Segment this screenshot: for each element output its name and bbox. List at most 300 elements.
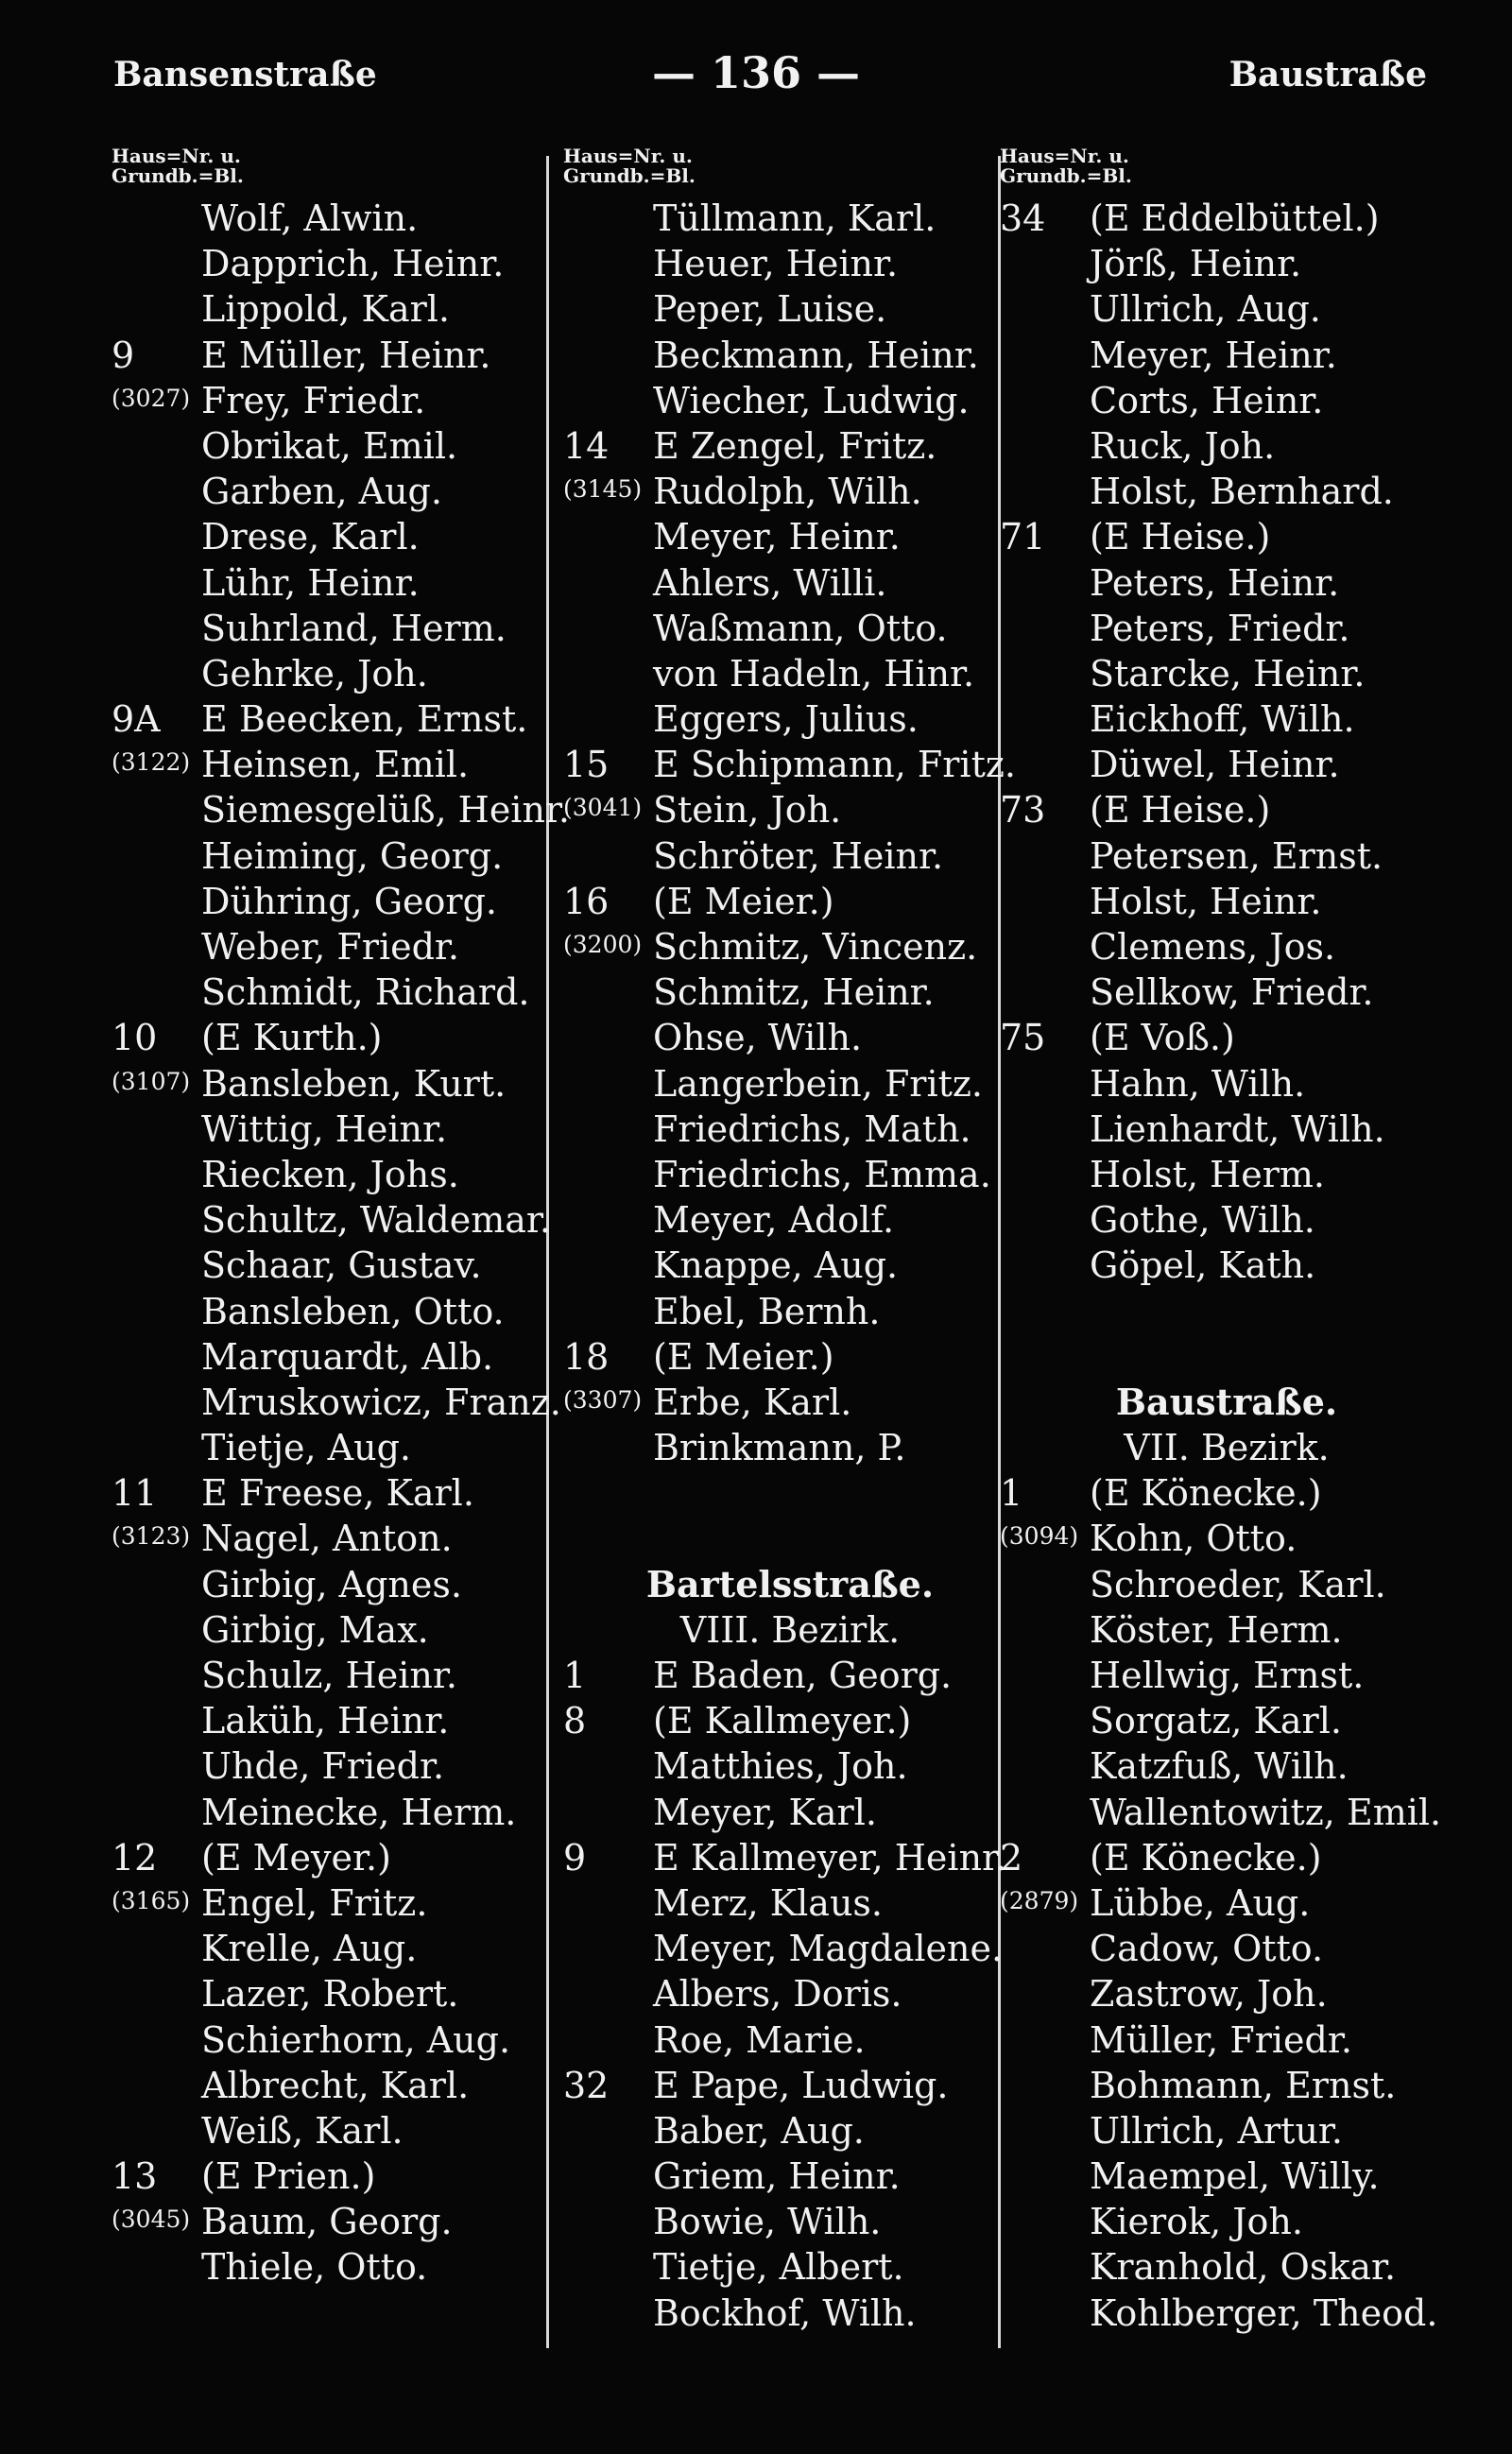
resident-name: Meyer, Magdalene. bbox=[653, 1928, 1004, 1970]
directory-entry bbox=[112, 2017, 565, 2063]
resident-name: Kranhold, Oskar. bbox=[1090, 2246, 1397, 2289]
directory-entry bbox=[1000, 2244, 1453, 2290]
resident-name: Brinkmann, P. bbox=[653, 1427, 906, 1469]
resident-name: Bansleben, Kurt. bbox=[201, 1062, 507, 1105]
resident-name: Schröter, Heinr. bbox=[653, 834, 944, 877]
directory-entry bbox=[1000, 924, 1453, 970]
directory-entry bbox=[112, 423, 565, 469]
directory-entry bbox=[1000, 2154, 1453, 2199]
house-number: 12 bbox=[112, 1836, 158, 1879]
district-heading: VII. Bezirk. bbox=[1124, 1427, 1330, 1469]
directory-entry bbox=[112, 1243, 565, 1288]
resident-name: (E Voß.) bbox=[1090, 1017, 1235, 1059]
column-1 bbox=[112, 145, 571, 2291]
directory-entry bbox=[112, 1152, 565, 1197]
resident-name: Clemens, Jos. bbox=[1090, 926, 1336, 968]
directory-entry bbox=[1000, 286, 1453, 332]
resident-name: Gehrke, Joh. bbox=[201, 652, 428, 695]
resident-name: (E Meier.) bbox=[653, 1335, 834, 1378]
directory-entry bbox=[112, 196, 565, 241]
resident-name: Eggers, Julius. bbox=[653, 698, 919, 741]
resident-name: Ullrich, Artur. bbox=[1090, 2109, 1343, 2152]
column-1-rows bbox=[112, 196, 571, 2291]
resident-name: Cadow, Otto. bbox=[1090, 1928, 1324, 1970]
column-heading-line2: Grundb.=Bl. bbox=[112, 164, 244, 187]
directory-entry bbox=[1000, 423, 1453, 469]
directory-entry bbox=[563, 1015, 1017, 1060]
directory-entry bbox=[563, 423, 1017, 469]
directory-entry bbox=[1000, 742, 1453, 787]
resident-name: Lazer, Robert. bbox=[201, 1973, 459, 2016]
spacer bbox=[1000, 1289, 1453, 1334]
resident-name: Engel, Fritz. bbox=[201, 1881, 428, 1924]
directory-entry bbox=[1000, 1743, 1453, 1789]
column-2 bbox=[563, 146, 1017, 2336]
column-heading bbox=[112, 146, 565, 196]
land-register-number: (3122) bbox=[112, 748, 191, 777]
directory-entry bbox=[563, 1243, 1017, 1288]
directory-entry bbox=[1000, 833, 1453, 879]
directory-entry bbox=[563, 1152, 1017, 1197]
directory-entry bbox=[112, 2108, 565, 2154]
directory-entry bbox=[112, 1289, 565, 1334]
spacer bbox=[563, 1516, 1017, 1561]
directory-entry bbox=[112, 469, 565, 514]
resident-name: Sellkow, Friedr. bbox=[1090, 971, 1374, 1014]
directory-entry bbox=[563, 1743, 1017, 1789]
resident-name: Roe, Marie. bbox=[653, 2018, 866, 2061]
resident-name: Ohse, Wilh. bbox=[653, 1017, 863, 1059]
directory-entry bbox=[563, 1698, 1017, 1743]
directory-entry bbox=[563, 1835, 1017, 1880]
directory-entry bbox=[563, 196, 1017, 241]
directory-entry bbox=[1000, 1015, 1453, 1060]
resident-name: E Beecken, Ernst. bbox=[201, 698, 528, 741]
resident-name: Uhde, Friedr. bbox=[201, 1745, 445, 1788]
directory-entry bbox=[112, 514, 565, 559]
resident-name: Wittig, Heinr. bbox=[201, 1107, 448, 1150]
directory-entry bbox=[1000, 651, 1453, 696]
resident-name: Albrecht, Karl. bbox=[201, 2064, 470, 2106]
resident-name: Lienhardt, Wilh. bbox=[1090, 1107, 1385, 1150]
resident-name: Heinsen, Emil. bbox=[201, 744, 470, 786]
resident-name: E Freese, Karl. bbox=[201, 1472, 474, 1515]
directory-entry bbox=[563, 2199, 1017, 2244]
directory-entry bbox=[563, 606, 1017, 651]
resident-name: Griem, Heinr. bbox=[653, 2155, 901, 2198]
directory-entry bbox=[112, 606, 565, 651]
resident-name: Peper, Luise. bbox=[653, 288, 887, 331]
directory-entry bbox=[563, 1197, 1017, 1243]
directory-entry bbox=[563, 1425, 1017, 1470]
resident-name: (E Kurth.) bbox=[201, 1017, 383, 1059]
directory-entry bbox=[1000, 1880, 1453, 1926]
directory-entry bbox=[563, 879, 1017, 924]
directory-entry bbox=[563, 1107, 1017, 1152]
resident-name: Hellwig, Ernst. bbox=[1090, 1655, 1365, 1696]
house-number: 18 bbox=[563, 1335, 610, 1378]
directory-entry bbox=[563, 333, 1017, 378]
resident-name: Sorgatz, Karl. bbox=[1090, 1700, 1342, 1742]
directory-entry bbox=[563, 2017, 1017, 2063]
directory-entry bbox=[112, 696, 565, 742]
house-number: 9A bbox=[112, 698, 161, 741]
directory-entry bbox=[563, 469, 1017, 514]
land-register-number: (3307) bbox=[563, 1385, 643, 1414]
directory-entry bbox=[1000, 514, 1453, 559]
resident-name: Garben, Aug. bbox=[201, 471, 442, 513]
land-register-number: (3165) bbox=[112, 1886, 191, 1914]
directory-entry bbox=[563, 970, 1017, 1015]
land-register-number: (3107) bbox=[112, 1067, 191, 1095]
house-number: 71 bbox=[1000, 516, 1046, 558]
directory-entry bbox=[112, 1926, 565, 1971]
resident-name: Beckmann, Heinr. bbox=[653, 334, 979, 376]
directory-entry bbox=[563, 560, 1017, 606]
resident-name: Corts, Heinr. bbox=[1090, 379, 1324, 421]
resident-name: von Hadeln, Hinr. bbox=[653, 652, 975, 695]
directory-entry bbox=[1000, 241, 1453, 286]
resident-name: Friedrichs, Emma. bbox=[653, 1153, 991, 1195]
directory-entry bbox=[112, 1516, 565, 1561]
resident-name: Erbe, Karl. bbox=[653, 1381, 852, 1423]
column-heading bbox=[1000, 146, 1453, 196]
directory-entry bbox=[112, 560, 565, 606]
directory-entry bbox=[112, 1061, 565, 1107]
resident-name: Schultz, Waldemar. bbox=[201, 1199, 551, 1242]
resident-name: Maempel, Willy. bbox=[1090, 2155, 1380, 2198]
resident-name: Rudolph, Wilh. bbox=[653, 471, 922, 513]
land-register-number: (2879) bbox=[1000, 1886, 1079, 1914]
resident-name: Waßmann, Otto. bbox=[653, 607, 948, 649]
directory-entry bbox=[112, 1380, 565, 1425]
resident-name: (E Kallmeyer.) bbox=[653, 1700, 912, 1742]
street-heading: Baustraße. bbox=[1115, 1380, 1338, 1423]
directory-entry bbox=[1000, 1152, 1453, 1197]
page-number: — 136 — bbox=[651, 47, 861, 98]
directory-entry bbox=[112, 924, 565, 970]
street-heading: Bartelsstraße. bbox=[645, 1562, 935, 1605]
directory-entry bbox=[112, 1880, 565, 1926]
resident-name: Riecken, Johs. bbox=[201, 1153, 459, 1195]
resident-name: Laküh, Heinr. bbox=[201, 1700, 450, 1742]
directory-entry bbox=[563, 1653, 1017, 1698]
resident-name: Schmidt, Richard. bbox=[201, 971, 530, 1014]
directory-entry bbox=[563, 378, 1017, 423]
directory-entry bbox=[112, 970, 565, 1015]
resident-name: Lühr, Heinr. bbox=[201, 561, 420, 604]
house-number: 15 bbox=[563, 744, 610, 786]
resident-name: Düwel, Heinr. bbox=[1090, 744, 1340, 786]
directory-entry bbox=[1000, 196, 1453, 241]
resident-name: Katzfuß, Wilh. bbox=[1090, 1745, 1349, 1788]
resident-name: Merz, Klaus. bbox=[653, 1881, 883, 1924]
house-number: 1 bbox=[1000, 1472, 1023, 1515]
resident-name: E Schipmann, Fritz. bbox=[653, 744, 1016, 786]
resident-name: Meyer, Adolf. bbox=[653, 1199, 895, 1242]
directory-entry bbox=[1000, 2291, 1453, 2336]
column-2-rows bbox=[563, 196, 1017, 2336]
land-register-number: (3045) bbox=[112, 2205, 191, 2234]
directory-entry bbox=[563, 1790, 1017, 1835]
resident-name: Frey, Friedr. bbox=[201, 379, 426, 421]
directory-entry bbox=[1000, 2108, 1453, 2154]
directory-entry bbox=[1000, 560, 1453, 606]
resident-name: Göpel, Kath. bbox=[1090, 1244, 1316, 1287]
resident-name: Kierok, Joh. bbox=[1090, 2201, 1303, 2243]
resident-name: (E Heise.) bbox=[1090, 789, 1271, 832]
house-number: 8 bbox=[563, 1700, 587, 1742]
directory-entry bbox=[112, 1698, 565, 1743]
directory-entry bbox=[112, 1015, 565, 1060]
directory-entry bbox=[563, 241, 1017, 286]
resident-name: Peters, Heinr. bbox=[1090, 561, 1340, 604]
directory-entry bbox=[563, 2063, 1017, 2108]
directory-entry bbox=[1000, 378, 1453, 423]
directory-entry bbox=[563, 286, 1017, 332]
directory-entry bbox=[563, 924, 1017, 970]
resident-name: Schaar, Gustav. bbox=[201, 1244, 482, 1287]
resident-name: Wiecher, Ludwig. bbox=[653, 379, 970, 421]
directory-entry bbox=[112, 1790, 565, 1835]
land-register-number: (3027) bbox=[112, 384, 191, 412]
directory-entry bbox=[112, 1835, 565, 1880]
resident-name: Bockhof, Wilh. bbox=[653, 2291, 917, 2334]
resident-name: Matthies, Joh. bbox=[653, 1745, 908, 1788]
directory-entry bbox=[563, 1971, 1017, 2016]
house-number: 73 bbox=[1000, 789, 1046, 832]
resident-name: Weiß, Karl. bbox=[201, 2109, 404, 2152]
house-number: 2 bbox=[1000, 1836, 1023, 1879]
directory-entry bbox=[1000, 1790, 1453, 1835]
directory-entry bbox=[112, 333, 565, 378]
resident-name: Tietje, Albert. bbox=[653, 2246, 904, 2289]
resident-name: Weber, Friedr. bbox=[201, 926, 459, 968]
directory-entry bbox=[112, 2244, 565, 2290]
resident-name: Albers, Doris. bbox=[653, 1973, 902, 2016]
resident-name: Dapprich, Heinr. bbox=[201, 243, 505, 285]
directory-entry bbox=[112, 1607, 565, 1653]
land-register-number: (3145) bbox=[563, 475, 643, 504]
directory-entry bbox=[112, 1743, 565, 1789]
resident-name: Tüllmann, Karl. bbox=[653, 197, 936, 239]
resident-name: (E Heise.) bbox=[1090, 516, 1271, 558]
directory-entry bbox=[1000, 970, 1453, 1015]
directory-entry bbox=[1000, 787, 1453, 832]
house-number: 32 bbox=[563, 2064, 610, 2106]
resident-name: E Baden, Georg. bbox=[653, 1655, 953, 1696]
directory-entry bbox=[112, 286, 565, 332]
directory-entry bbox=[1000, 333, 1453, 378]
resident-name: Siemesgelüß, Heinr. bbox=[201, 789, 571, 832]
column-heading-line1: Haus=Nr. u. bbox=[563, 145, 693, 167]
directory-entry bbox=[563, 2154, 1017, 2199]
resident-name: Ebel, Bernh. bbox=[653, 1290, 881, 1332]
resident-name: E Pape, Ludwig. bbox=[653, 2064, 949, 2106]
column-heading-line2: Grundb.=Bl. bbox=[563, 164, 696, 187]
resident-name: Drese, Karl. bbox=[201, 516, 420, 558]
resident-name: Baum, Georg. bbox=[201, 2201, 453, 2243]
resident-name: Girbig, Agnes. bbox=[201, 1563, 462, 1605]
resident-name: Holst, Herm. bbox=[1090, 1153, 1326, 1195]
directory-entry bbox=[1000, 879, 1453, 924]
house-number: 1 bbox=[563, 1655, 587, 1696]
resident-name: (E Könecke.) bbox=[1090, 1472, 1322, 1515]
directory-entry bbox=[1000, 1061, 1453, 1107]
resident-name: Wolf, Alwin. bbox=[201, 197, 419, 239]
directory-entry bbox=[1000, 1107, 1453, 1152]
directory-entry bbox=[112, 2063, 565, 2108]
house-number: 34 bbox=[1000, 197, 1046, 239]
resident-name: Schulz, Heinr. bbox=[201, 1655, 457, 1696]
resident-name: Jörß, Heinr. bbox=[1090, 243, 1302, 285]
house-number: 75 bbox=[1000, 1017, 1046, 1059]
resident-name: Schroeder, Karl. bbox=[1090, 1563, 1386, 1605]
resident-name: Köster, Herm. bbox=[1090, 1608, 1343, 1651]
directory-entry bbox=[112, 1197, 565, 1243]
resident-name: Krelle, Aug. bbox=[201, 1928, 418, 1970]
directory-entry bbox=[1000, 2199, 1453, 2244]
resident-name: Lübbe, Aug. bbox=[1090, 1881, 1311, 1924]
directory-entry bbox=[563, 1289, 1017, 1334]
resident-name: Thiele, Otto. bbox=[201, 2246, 428, 2289]
land-register-number: (3200) bbox=[563, 931, 643, 958]
directory-entry bbox=[112, 787, 571, 832]
directory-entry bbox=[112, 879, 565, 924]
resident-name: Heiming, Georg. bbox=[201, 834, 504, 877]
resident-name: Ahlers, Willi. bbox=[653, 561, 887, 604]
directory-entry bbox=[112, 833, 565, 879]
resident-name: Hahn, Wilh. bbox=[1090, 1062, 1306, 1105]
resident-name: Zastrow, Joh. bbox=[1090, 1973, 1328, 2016]
directory-entry bbox=[1000, 1516, 1453, 1561]
directory-entry bbox=[112, 1562, 565, 1607]
directory-entry bbox=[563, 1334, 1017, 1380]
directory-entry bbox=[563, 2244, 1017, 2290]
resident-name: (E Prien.) bbox=[201, 2155, 376, 2198]
land-register-number: (3123) bbox=[112, 1522, 191, 1551]
directory-entry bbox=[1000, 1607, 1453, 1653]
resident-name: Kohlberger, Theod. bbox=[1090, 2291, 1438, 2334]
resident-name: E Kallmeyer, Heinr. bbox=[653, 1836, 1007, 1879]
resident-name: Friedrichs, Math. bbox=[653, 1107, 971, 1150]
resident-name: (E Eddelbüttel.) bbox=[1090, 197, 1380, 239]
resident-name: (E Meyer.) bbox=[201, 1836, 391, 1879]
directory-entry bbox=[1000, 1562, 1453, 1607]
house-number: 10 bbox=[112, 1017, 158, 1059]
resident-name: Eickhoff, Wilh. bbox=[1090, 698, 1355, 741]
column-3-rows bbox=[1000, 196, 1453, 2336]
directory-entry bbox=[1000, 2017, 1453, 2063]
directory-entry bbox=[112, 742, 565, 787]
resident-name: Schierhorn, Aug. bbox=[201, 2018, 511, 2061]
resident-name: Mruskowicz, Franz. bbox=[201, 1381, 561, 1423]
directory-entry bbox=[1000, 696, 1453, 742]
directory-entry bbox=[563, 1380, 1017, 1425]
directory-entry bbox=[563, 1880, 1017, 1926]
resident-name: Bowie, Wilh. bbox=[653, 2201, 882, 2243]
column-heading bbox=[563, 146, 1017, 196]
resident-name: Bohmann, Ernst. bbox=[1090, 2064, 1397, 2106]
resident-name: Schmitz, Vincenz. bbox=[653, 926, 978, 968]
column-heading-line2: Grundb.=Bl. bbox=[1000, 164, 1132, 187]
resident-name: Starcke, Heinr. bbox=[1090, 652, 1366, 695]
directory-entry bbox=[563, 787, 1017, 832]
resident-name: Kohn, Otto. bbox=[1090, 1518, 1297, 1560]
directory-entry bbox=[1000, 1243, 1453, 1288]
resident-name: E Zengel, Fritz. bbox=[653, 424, 937, 467]
column-heading-line1: Haus=Nr. u. bbox=[1000, 145, 1129, 167]
directory-entry bbox=[112, 1470, 565, 1516]
resident-name: Meyer, Heinr. bbox=[1090, 334, 1337, 376]
directory-entry bbox=[1000, 1698, 1453, 1743]
resident-name: Stein, Joh. bbox=[653, 789, 842, 832]
column-heading-line1: Haus=Nr. u. bbox=[112, 145, 241, 167]
resident-name: Meyer, Karl. bbox=[653, 1791, 877, 1833]
directory-entry bbox=[1000, 1926, 1453, 1971]
directory-entry bbox=[1000, 606, 1453, 651]
resident-name: (E Könecke.) bbox=[1090, 1836, 1322, 1879]
directory-entry bbox=[1000, 1197, 1453, 1243]
directory-entry bbox=[1000, 1835, 1453, 1880]
resident-name: Petersen, Ernst. bbox=[1090, 834, 1383, 877]
directory-entry bbox=[563, 2108, 1017, 2154]
resident-name: Peters, Friedr. bbox=[1090, 607, 1350, 649]
directory-entry bbox=[1000, 1470, 1453, 1516]
directory-entry bbox=[112, 378, 565, 423]
directory-entry bbox=[563, 514, 1017, 559]
directory-entry bbox=[112, 2199, 565, 2244]
directory-entry bbox=[112, 651, 565, 696]
house-number: 16 bbox=[563, 880, 610, 922]
resident-name: Schmitz, Heinr. bbox=[653, 971, 935, 1014]
directory-entry bbox=[112, 1107, 565, 1152]
resident-name: Suhrland, Herm. bbox=[201, 607, 507, 649]
house-number: 9 bbox=[112, 334, 135, 376]
resident-name: Holst, Bernhard. bbox=[1090, 471, 1394, 513]
directory-entry bbox=[112, 241, 565, 286]
resident-name: Dühring, Georg. bbox=[201, 880, 497, 922]
directory-entry bbox=[563, 1061, 1017, 1107]
directory-entry bbox=[563, 1926, 1017, 1971]
resident-name: Wallentowitz, Emil. bbox=[1090, 1791, 1442, 1833]
directory-entry bbox=[563, 696, 1017, 742]
directory-entry bbox=[1000, 2063, 1453, 2108]
resident-name: Meyer, Heinr. bbox=[653, 516, 901, 558]
resident-name: Baber, Aug. bbox=[653, 2109, 865, 2152]
running-head-right: Baustraße bbox=[1228, 55, 1427, 94]
resident-name: Lippold, Karl. bbox=[201, 288, 450, 331]
running-head-left: Bansenstraße bbox=[113, 55, 377, 94]
directory-entry bbox=[112, 1653, 565, 1698]
directory-entry bbox=[563, 742, 1017, 787]
land-register-number: (3041) bbox=[563, 794, 643, 822]
resident-name: Bansleben, Otto. bbox=[201, 1290, 505, 1332]
resident-name: Marquardt, Alb. bbox=[201, 1335, 494, 1378]
district-heading: VIII. Bezirk. bbox=[679, 1608, 901, 1651]
house-number: 9 bbox=[563, 1836, 587, 1879]
resident-name: Nagel, Anton. bbox=[201, 1518, 453, 1560]
directory-entry bbox=[112, 1334, 565, 1380]
directory-entry bbox=[563, 833, 1017, 879]
resident-name: Meinecke, Herm. bbox=[201, 1791, 517, 1833]
resident-name: E Müller, Heinr. bbox=[201, 334, 491, 376]
resident-name: Müller, Friedr. bbox=[1090, 2018, 1352, 2061]
house-number: 13 bbox=[112, 2155, 158, 2198]
resident-name: Holst, Heinr. bbox=[1090, 880, 1322, 922]
directory-entry bbox=[112, 1425, 565, 1470]
directory-entry bbox=[563, 2291, 1017, 2336]
